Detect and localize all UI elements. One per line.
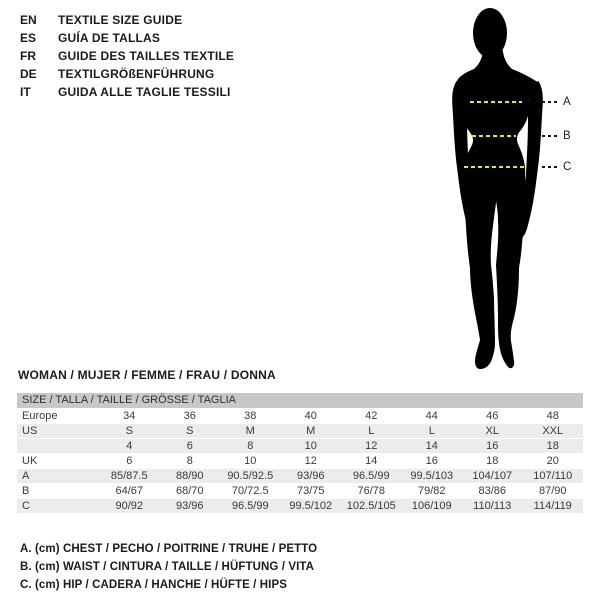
language-row: [20, 11, 234, 29]
size-value: 64/67: [99, 484, 160, 499]
language-label: TEXTILGRÖßENFÜHRUNG: [58, 67, 215, 81]
table-row: [17, 454, 583, 469]
size-value: 102.5/105: [341, 499, 402, 514]
legend-row: A. (cm) CHEST / PECHO / POITRINE / TRUHE / PETTO: [20, 543, 318, 555]
size-value: 68/70: [160, 484, 221, 499]
size-value: 14: [341, 454, 402, 469]
language-code: EN: [20, 13, 37, 27]
row-label: C: [17, 499, 99, 514]
legend-row: B. (cm) WAIST / CINTURA / TAILLE / HÜFTUNG / VITA: [20, 561, 315, 573]
size-value: 87/90: [523, 484, 584, 499]
size-value: S: [160, 424, 221, 439]
size-value: 73/75: [281, 484, 342, 499]
marker-label-c: C: [563, 161, 572, 173]
size-value: 10: [281, 439, 342, 454]
size-value: XXL: [523, 424, 584, 439]
size-value: 114/119: [523, 499, 584, 514]
language-list: [20, 11, 234, 101]
size-table-body: [17, 409, 583, 514]
row-label: UK: [17, 454, 99, 469]
size-value: 93/96: [281, 469, 342, 484]
size-value: S: [99, 424, 160, 439]
language-label: GUIDA ALLE TAGLIE TESSILI: [58, 85, 231, 99]
size-value: 79/82: [402, 484, 463, 499]
hip-pointer-line: [542, 166, 558, 168]
size-value: 38: [220, 409, 281, 424]
size-value: 10: [220, 454, 281, 469]
chest-pointer-line: [542, 101, 558, 103]
size-value: 4: [99, 439, 160, 454]
size-value: 90.5/92.5: [220, 469, 281, 484]
size-value: 42: [341, 409, 402, 424]
size-value: 96.5/99: [341, 469, 402, 484]
size-value: 6: [160, 439, 221, 454]
measurement-legend: [20, 540, 317, 594]
language-code: DE: [20, 67, 37, 81]
size-value: 93/96: [160, 499, 221, 514]
row-label: US: [17, 424, 99, 439]
size-table-header: SIZE / TALLA / TAILLE / GRÖSSE / TAGLIA: [17, 393, 583, 409]
language-label: GUIDE DES TAILLES TEXTILE: [58, 49, 235, 63]
language-row: [20, 29, 234, 47]
row-label: Europe: [17, 409, 99, 424]
size-value: 18: [462, 454, 523, 469]
size-value: 12: [341, 439, 402, 454]
size-value: 90/92: [99, 499, 160, 514]
language-code: FR: [20, 49, 36, 63]
language-row: [20, 65, 234, 83]
size-value: L: [402, 424, 463, 439]
size-value: 34: [99, 409, 160, 424]
chest-measure-line: [470, 101, 522, 103]
size-value: 104/107: [462, 469, 523, 484]
size-value: 85/87.5: [99, 469, 160, 484]
size-value: 8: [220, 439, 281, 454]
size-table: [17, 393, 583, 514]
size-value: 70/72.5: [220, 484, 281, 499]
size-value: 40: [281, 409, 342, 424]
waist-measure-line: [472, 135, 516, 137]
row-label: B: [17, 484, 99, 499]
size-value: 106/109: [402, 499, 463, 514]
table-row: [17, 409, 583, 424]
woman-silhouette-figure: [400, 3, 595, 373]
language-label: GUÍA DE TALLAS: [58, 31, 161, 45]
language-code: ES: [20, 31, 37, 45]
size-value: 8: [160, 454, 221, 469]
row-label: [17, 439, 99, 454]
table-row: [17, 499, 583, 514]
size-value: 44: [402, 409, 463, 424]
waist-pointer-line: [542, 135, 558, 137]
size-value: M: [220, 424, 281, 439]
size-value: 14: [402, 439, 463, 454]
legend-row: C. (cm) HIP / CADERA / HANCHE / HÜFTE / HIPS: [20, 579, 288, 591]
size-value: 99.5/102: [281, 499, 342, 514]
section-title-woman: WOMAN / MUJER / FEMME / FRAU / DONNA: [18, 368, 276, 382]
language-code: IT: [20, 85, 31, 99]
size-value: 18: [523, 439, 584, 454]
row-label: A: [17, 469, 99, 484]
size-value: 76/78: [341, 484, 402, 499]
size-value: XL: [462, 424, 523, 439]
marker-label-a: A: [563, 96, 571, 108]
size-value: 107/110: [523, 469, 584, 484]
table-row: [17, 484, 583, 499]
size-value: 48: [523, 409, 584, 424]
table-row: [17, 469, 583, 484]
size-value: 88/90: [160, 469, 221, 484]
size-value: 46: [462, 409, 523, 424]
size-value: L: [341, 424, 402, 439]
size-value: 20: [523, 454, 584, 469]
language-label: TEXTILE SIZE GUIDE: [58, 13, 183, 27]
size-value: 99.5/103: [402, 469, 463, 484]
size-value: 96.5/99: [220, 499, 281, 514]
language-row: [20, 83, 234, 101]
marker-label-b: B: [563, 130, 571, 142]
size-value: 83/86: [462, 484, 523, 499]
woman-silhouette-icon: [400, 3, 595, 373]
table-row: [17, 424, 583, 439]
size-value: 16: [402, 454, 463, 469]
hip-measure-line: [464, 166, 524, 168]
size-value: 12: [281, 454, 342, 469]
size-value: 110/113: [462, 499, 523, 514]
size-value: 36: [160, 409, 221, 424]
language-row: [20, 47, 234, 65]
table-row: [17, 439, 583, 454]
size-value: 16: [462, 439, 523, 454]
size-value: 6: [99, 454, 160, 469]
size-value: M: [281, 424, 342, 439]
